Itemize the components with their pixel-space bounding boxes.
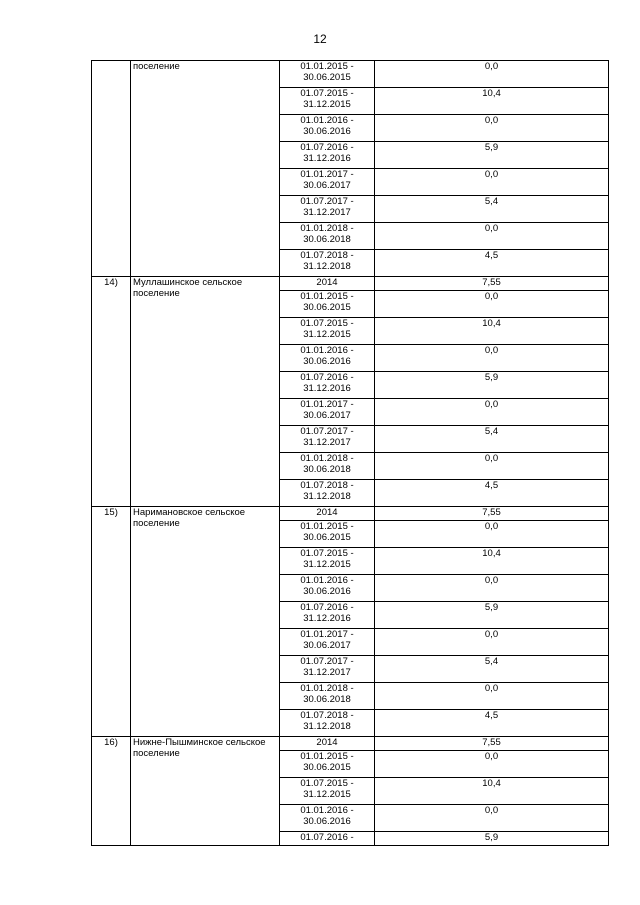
period-cell: 01.07.2017 - 31.12.2017 [280, 426, 375, 453]
period-cell: 01.07.2018 - 31.12.2018 [280, 250, 375, 277]
period-cell: 01.07.2017 - 31.12.2017 [280, 196, 375, 223]
value-cell: 5,4 [375, 656, 609, 683]
period-cell: 01.01.2015 - 30.06.2015 [280, 521, 375, 548]
table-row [92, 277, 609, 291]
value-cell: 0,0 [375, 453, 609, 480]
value-cell: 5,9 [375, 832, 609, 846]
table-body [92, 61, 609, 846]
period-cell: 01.07.2018 - 31.12.2018 [280, 480, 375, 507]
period-cell: 2014 [280, 737, 375, 751]
value-cell: 10,4 [375, 88, 609, 115]
value-cell: 5,9 [375, 602, 609, 629]
period-cell: 01.07.2016 - 31.12.2016 [280, 142, 375, 169]
value-cell: 5,4 [375, 196, 609, 223]
period-cell: 01.01.2018 - 30.06.2018 [280, 453, 375, 480]
value-cell: 0,0 [375, 751, 609, 778]
value-cell: 0,0 [375, 399, 609, 426]
page-number: 12 [313, 32, 327, 46]
period-cell: 2014 [280, 277, 375, 291]
value-cell: 4,5 [375, 480, 609, 507]
table-row [92, 507, 609, 521]
period-cell: 01.07.2017 - 31.12.2017 [280, 656, 375, 683]
value-cell: 0,0 [375, 629, 609, 656]
value-cell: 10,4 [375, 318, 609, 345]
value-cell: 0,0 [375, 61, 609, 88]
period-cell: 01.01.2016 - 30.06.2016 [280, 575, 375, 602]
period-cell: 01.07.2016 - 31.12.2016 [280, 602, 375, 629]
period-cell: 01.07.2015 - 31.12.2015 [280, 778, 375, 805]
period-cell: 01.07.2015 - 31.12.2015 [280, 88, 375, 115]
value-cell: 5,4 [375, 426, 609, 453]
period-cell: 01.07.2015 - 31.12.2015 [280, 318, 375, 345]
period-cell: 01.01.2018 - 30.06.2018 [280, 683, 375, 710]
value-cell: 4,5 [375, 250, 609, 277]
period-cell: 01.01.2017 - 30.06.2017 [280, 169, 375, 196]
period-cell: 01.01.2016 - 30.06.2016 [280, 345, 375, 372]
value-cell: 10,4 [375, 778, 609, 805]
period-cell: 01.07.2016 - 31.12.2016 [280, 372, 375, 399]
value-cell: 0,0 [375, 575, 609, 602]
value-cell: 0,0 [375, 223, 609, 250]
period-cell: 01.01.2016 - 30.06.2016 [280, 805, 375, 832]
value-cell: 0,0 [375, 521, 609, 548]
settlement-name: Муллашинское сельское поселение [131, 277, 280, 507]
period-cell: 01.01.2017 - 30.06.2017 [280, 629, 375, 656]
tariff-table [91, 60, 609, 846]
period-cell: 01.01.2016 - 30.06.2016 [280, 115, 375, 142]
period-cell: 01.07.2018 - 31.12.2018 [280, 710, 375, 737]
period-cell: 01.01.2017 - 30.06.2017 [280, 399, 375, 426]
settlement-name: Наримановское сельское поселение [131, 507, 280, 737]
table-row [92, 61, 609, 88]
row-number: 15) [92, 507, 131, 737]
period-cell: 2014 [280, 507, 375, 521]
value-cell: 4,5 [375, 710, 609, 737]
value-cell: 7,55 [375, 507, 609, 521]
period-cell: 01.01.2015 - 30.06.2015 [280, 291, 375, 318]
row-number: 16) [92, 737, 131, 846]
value-cell: 0,0 [375, 169, 609, 196]
period-cell: 01.07.2015 - 31.12.2015 [280, 548, 375, 575]
period-cell: 01.01.2018 - 30.06.2018 [280, 223, 375, 250]
table-row [92, 737, 609, 751]
settlement-name: Нижне-Пышминское сельское поселение [131, 737, 280, 846]
value-cell: 0,0 [375, 345, 609, 372]
value-cell: 0,0 [375, 115, 609, 142]
settlement-name: поселение [131, 61, 280, 277]
row-number: 14) [92, 277, 131, 507]
value-cell: 10,4 [375, 548, 609, 575]
value-cell: 0,0 [375, 291, 609, 318]
period-cell: 01.01.2015 - 30.06.2015 [280, 61, 375, 88]
value-cell: 5,9 [375, 372, 609, 399]
value-cell: 7,55 [375, 737, 609, 751]
value-cell: 5,9 [375, 142, 609, 169]
value-cell: 0,0 [375, 805, 609, 832]
row-number [92, 61, 131, 277]
value-cell: 0,0 [375, 683, 609, 710]
period-cell: 01.01.2015 - 30.06.2015 [280, 751, 375, 778]
period-cell: 01.07.2016 - [280, 832, 375, 846]
value-cell: 7,55 [375, 277, 609, 291]
